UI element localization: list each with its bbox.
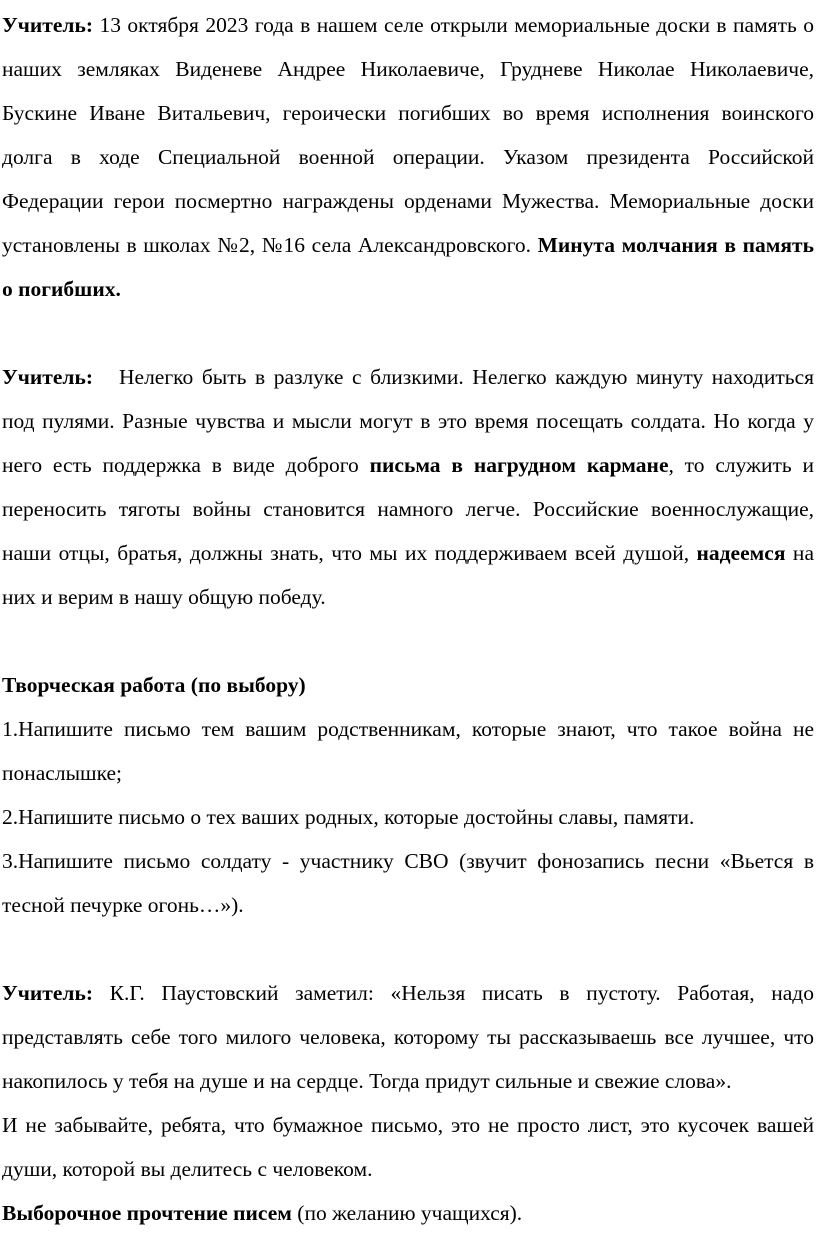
- paragraph-gap: [2, 927, 814, 971]
- teacher-paragraph-letters: [2, 355, 814, 619]
- paragraph-gap: [2, 311, 814, 355]
- minute-of-silence-text: Минута молчания в память о погибших.: [2, 233, 814, 301]
- creative-work-item-2: 2.Напишите письмо о тех ваших родных, которые достойны славы, памяти.: [2, 805, 695, 829]
- teacher-label: Учитель:: [2, 981, 93, 1005]
- teacher-label: Учитель:: [2, 13, 93, 37]
- teacher-paragraph-paustovsky: [2, 971, 814, 1103]
- breast-pocket-letter-text: письма в нагрудном кармане: [369, 453, 669, 477]
- memorial-text: 13 октября 2023 года в нашем селе открыли мемориальные доски в память о наших земляках Виденеве Андрее Николаевиче, Грудневе Николае Николаевиче, Бускине Иване Витальевич, героически погибших во время исполнения воинского долга в ходе Специальной военной операции. Указом президента Российской Федерации герои посмертно награждены орденами Мужества. Мемориальные доски установлены в школах №2, №16 села Александровского.: [2, 13, 814, 257]
- selective-reading-paragraph: [2, 1191, 814, 1235]
- selective-reading-note: (по желанию учащихся).: [291, 1201, 523, 1225]
- selective-reading-title: Выборочное прочтение писем: [2, 1201, 292, 1225]
- letters-text-2: , то служить и переносить тяготы войны становится намного легче. Российские военнослужащие, наши отцы, братья, должны знать, что мы их поддерживаем всей душой,: [2, 453, 814, 565]
- paragraph-gap: [2, 619, 814, 663]
- creative-work-title: Творческая работа (по выбору): [2, 673, 306, 697]
- paustovsky-quote: К.Г. Паустовский заметил: «Нельзя писать в пустоту. Работая, надо представлять себе того милого человека, которому ты рассказываешь все лучшее, что накопилось у тебя на душе и на сердце. Тогда придут сильные и свежие слова».: [2, 981, 814, 1093]
- creative-work-heading: [2, 663, 814, 707]
- letters-text-1: Нелегко быть в разлуке с близкими. Нелегко каждую минуту находиться под пулями. Разные чувства и мысли могут в это время посещать солдата. Но когда у него есть поддержка в виде доброго: [2, 365, 814, 477]
- letters-text-3: на них и верим в нашу общую победу.: [2, 541, 814, 609]
- creative-work-item-1: 1.Напишите письмо тем вашим родственникам, которые знают, что такое война не понаслышке;: [2, 717, 814, 785]
- teacher-paragraph-memorial: [2, 3, 814, 311]
- creative-work-item-3: 3.Напишите письмо солдату - участнику СВО (звучит фонозапись песни «Вьется в тесной печурке огонь…»).: [2, 849, 814, 917]
- paper-letter-paragraph: И не забывайте, ребята, что бумажное письмо, это не просто лист, это кусочек вашей души, которой вы делитесь с человеком.: [2, 1113, 814, 1181]
- hope-text: надеемся: [696, 541, 786, 565]
- teacher-label: Учитель:: [2, 365, 93, 389]
